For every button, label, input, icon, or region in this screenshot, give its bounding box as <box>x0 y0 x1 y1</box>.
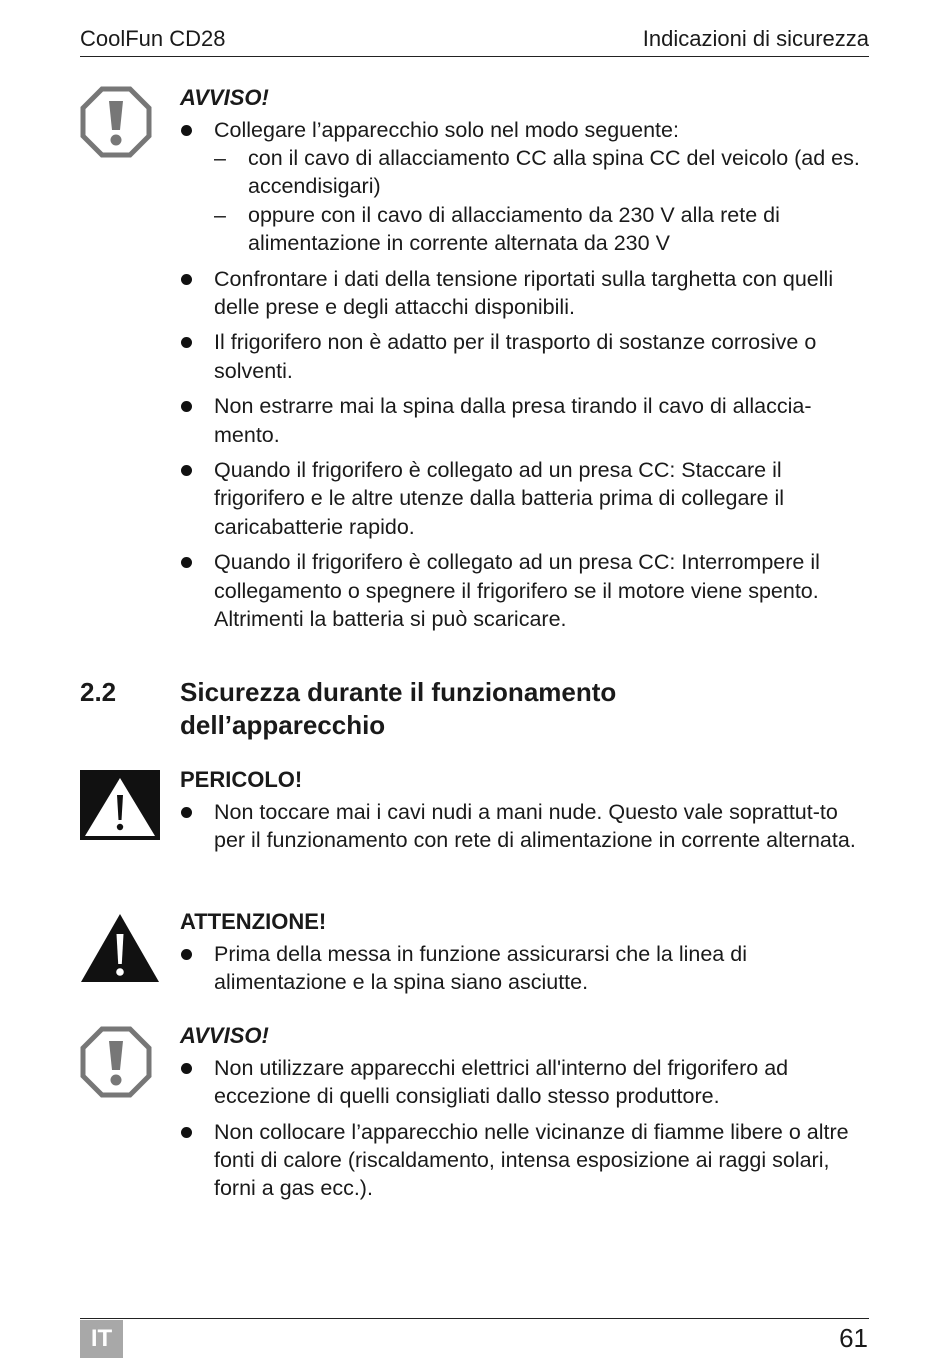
octagon-exclamation-icon <box>80 86 152 163</box>
section-title: Sicurezza durante il funzionamento dell’apparecchio <box>180 677 617 740</box>
list-item: Non estrarre mai la spina dalla presa tirando il cavo di allaccia-mento. <box>180 392 870 448</box>
caution-triangle-icon <box>80 912 160 989</box>
notice-1-list <box>180 116 870 633</box>
list-item-text: Collegare l’apparecchio solo nel modo seguente: <box>214 118 679 142</box>
list-item: Non utilizzare apparecchi elettrici all'interno del frigorifero ad eccezione di quelli consigliati dallo stesso produttore. <box>180 1054 870 1110</box>
caution-content <box>180 908 870 1004</box>
sub-list <box>214 144 870 257</box>
sub-list-item: – oppure con il cavo di allacciamento da 230 V alla rete di alimentazione in corrente alternata da 230 V <box>214 201 870 257</box>
list-item: Non collocare l’apparecchio nelle vicinanze di fiamme libere o altre fonti di calore (riscaldamento, intensa esposizione ai raggi solari, forni a gas ecc.). <box>180 1118 870 1203</box>
language-badge: IT <box>80 1320 123 1358</box>
caution-list <box>180 940 870 996</box>
list-item: Confrontare i dati della tensione riportati sulla targhetta con quelli delle prese e degli attacchi disponibili. <box>180 265 870 321</box>
notice-2-list <box>180 1054 870 1203</box>
notice-1-label: AVVISO! <box>180 85 269 110</box>
danger-list <box>180 798 870 854</box>
notice-1-content <box>180 84 870 640</box>
caution-label: ATTENZIONE! <box>180 909 327 934</box>
list-item: Quando il frigorifero è collegato ad un presa CC: Staccare il frigorifero e le altre utenze dalla batteria prima di collegare il caricabatterie rapido. <box>180 456 870 541</box>
footer-divider <box>80 1318 869 1319</box>
list-item: Quando il frigorifero è collegato ad un presa CC: Interrompere il collegamento o spegnere il frigorifero se il motore viene spento. Altrimenti la batteria si può scaricare. <box>180 548 870 633</box>
header-chapter-title: Indicazioni di sicurezza <box>642 26 869 51</box>
danger-content <box>180 766 870 862</box>
page-number: 61 <box>839 1323 868 1353</box>
page-header <box>80 24 869 57</box>
list-item: Prima della messa in funzione assicurarsi che la linea di alimentazione e la spina siano asciutte. <box>180 940 870 996</box>
list-item: Non toccare mai i cavi nudi a mani nude. Questo vale soprattut-to per il funzionamento con rete di alimentazione in corrente alternata. <box>180 798 870 854</box>
header-product-name: CoolFun CD28 <box>80 26 226 51</box>
notice-2-label: AVVISO! <box>180 1023 269 1048</box>
list-item <box>180 116 870 257</box>
sub-list-item: – con il cavo di allacciamento CC alla spina CC del veicolo (ad es. accendisigari) <box>214 144 870 200</box>
danger-label: PERICOLO! <box>180 767 303 792</box>
notice-2-content <box>180 1022 870 1210</box>
octagon-exclamation-icon <box>80 1026 152 1103</box>
danger-triangle-icon <box>80 770 160 845</box>
list-item: Il frigorifero non è adatto per il trasporto di sostanze corrosive o solventi. <box>180 328 870 384</box>
section-number: 2.2 <box>80 677 117 707</box>
